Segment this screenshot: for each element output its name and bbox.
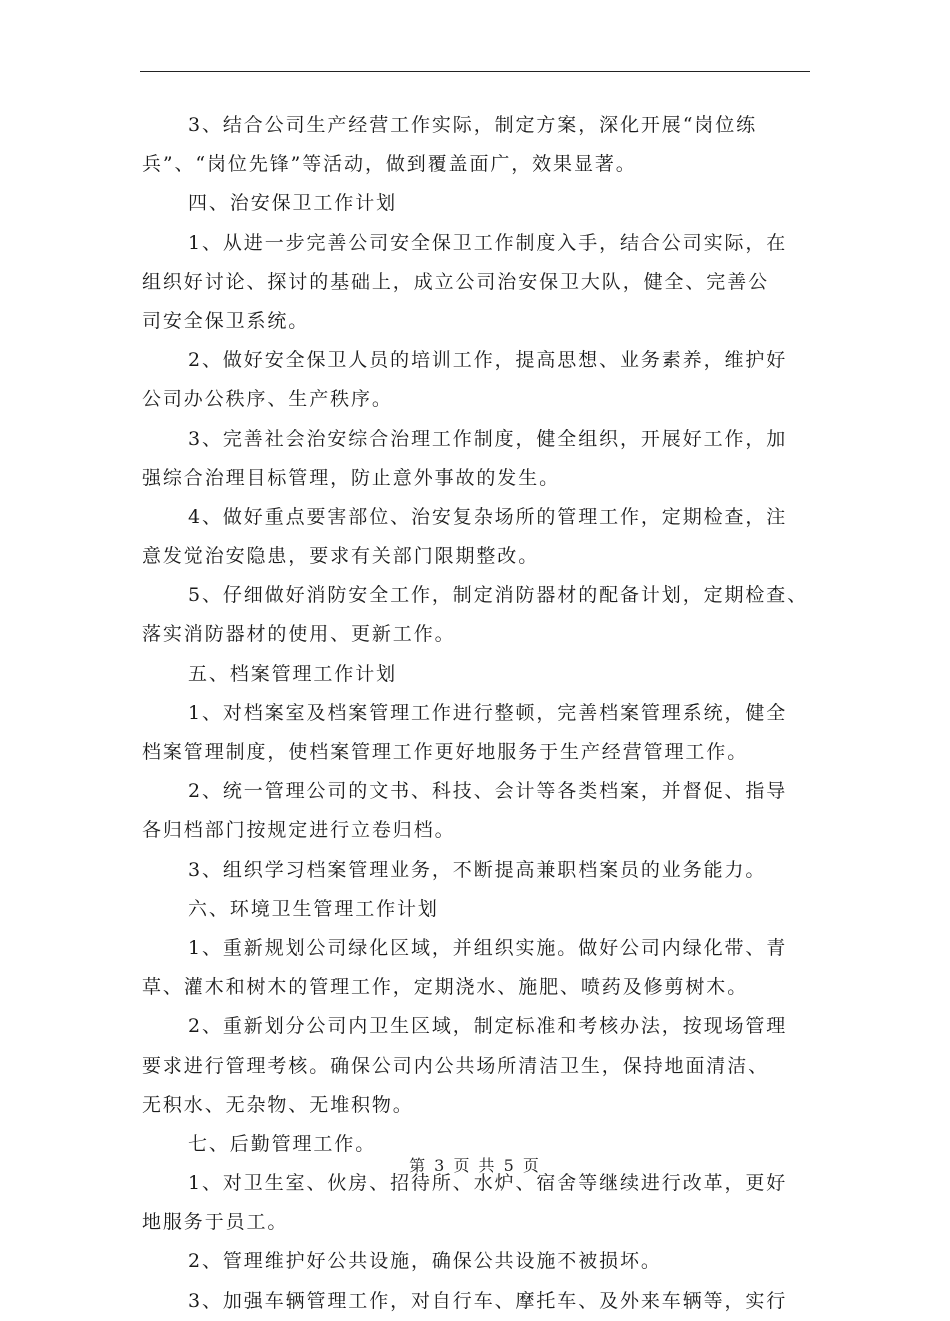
section-heading: 六、环境卫生管理工作计划 (188, 897, 439, 920)
page-number: 第 3 页 共 5 页 (409, 1156, 541, 1175)
text-line: 无积水、无杂物、无堆积物。 (142, 1093, 414, 1116)
section-heading: 五、档案管理工作计划 (188, 662, 398, 685)
text-line: 1、从进一步完善公司安全保卫工作制度入手，结合公司实际，在 (188, 231, 788, 254)
text-line: 5、仔细做好消防安全工作，制定消防器材的配备计划，定期检查、 (188, 584, 809, 607)
text-line: 各归档部门按规定进行立卷归档。 (142, 819, 456, 842)
text-line: 1、对档案室及档案管理工作进行整顿，完善档案管理系统，健全 (188, 701, 788, 724)
text-line: 要求进行管理考核。确保公司内公共场所清洁卫生，保持地面清洁、 (142, 1054, 770, 1077)
text-line: 3、加强车辆管理工作，对自行车、摩托车、及外来车辆等，实行 (188, 1289, 788, 1312)
text-line: 兵”、“岗位先锋”等活动，做到覆盖面广，效果显著。 (142, 153, 637, 176)
text-line: 落实消防器材的使用、更新工作。 (142, 623, 456, 646)
text-line: 4、做好重点要害部位、治安复杂场所的管理工作，定期检查，注 (188, 505, 788, 528)
text-line: 地服务于员工。 (142, 1211, 289, 1234)
text-line: 1、重新规划公司绿化区域，并组织实施。做好公司内绿化带、青 (188, 936, 788, 959)
section-heading: 七、后勤管理工作。 (188, 1132, 377, 1155)
header-rule (140, 71, 810, 72)
text-line: 2、统一管理公司的文书、科技、会计等各类档案，并督促、指导 (188, 780, 788, 803)
section-heading: 四、治安保卫工作计划 (188, 192, 398, 215)
text-line: 公司办公秩序、生产秩序。 (142, 388, 393, 411)
text-line: 2、管理维护好公共设施，确保公共设施不被损坏。 (188, 1250, 662, 1273)
text-line: 3、组织学习档案管理业务，不断提高兼职档案员的业务能力。 (188, 858, 767, 881)
text-line: 司安全保卫系统。 (142, 309, 310, 332)
text-line: 强综合治理目标管理，防止意外事故的发生。 (142, 466, 561, 489)
text-line: 组织好讨论、探讨的基础上，成立公司治安保卫大队，健全、完善公 (142, 270, 770, 293)
text-line: 意发觉治安隐患，要求有关部门限期整改。 (142, 545, 540, 568)
text-line: 草、灌木和树木的管理工作，定期浇水、施肥、喷药及修剪树木。 (142, 976, 749, 999)
text-line: 2、重新划分公司内卫生区域，制定标准和考核办法，按现场管理 (188, 1015, 788, 1038)
text-line: 2、做好安全保卫人员的培训工作，提高思想、业务素养，维护好 (188, 349, 788, 372)
document-body (142, 106, 810, 1321)
text-line: 档案管理制度，使档案管理工作更好地服务于生产经营管理工作。 (142, 741, 749, 763)
text-line: 3、结合公司生产经营工作实际，制定方案，深化开展“岗位练 (188, 114, 758, 136)
text-line: 1、对卫生室、伙房、招待所、水炉、宿舍等继续进行改革，更好 (188, 1172, 788, 1195)
text-line: 3、完善社会治安综合治理工作制度，健全组织，开展好工作，加 (188, 427, 788, 450)
